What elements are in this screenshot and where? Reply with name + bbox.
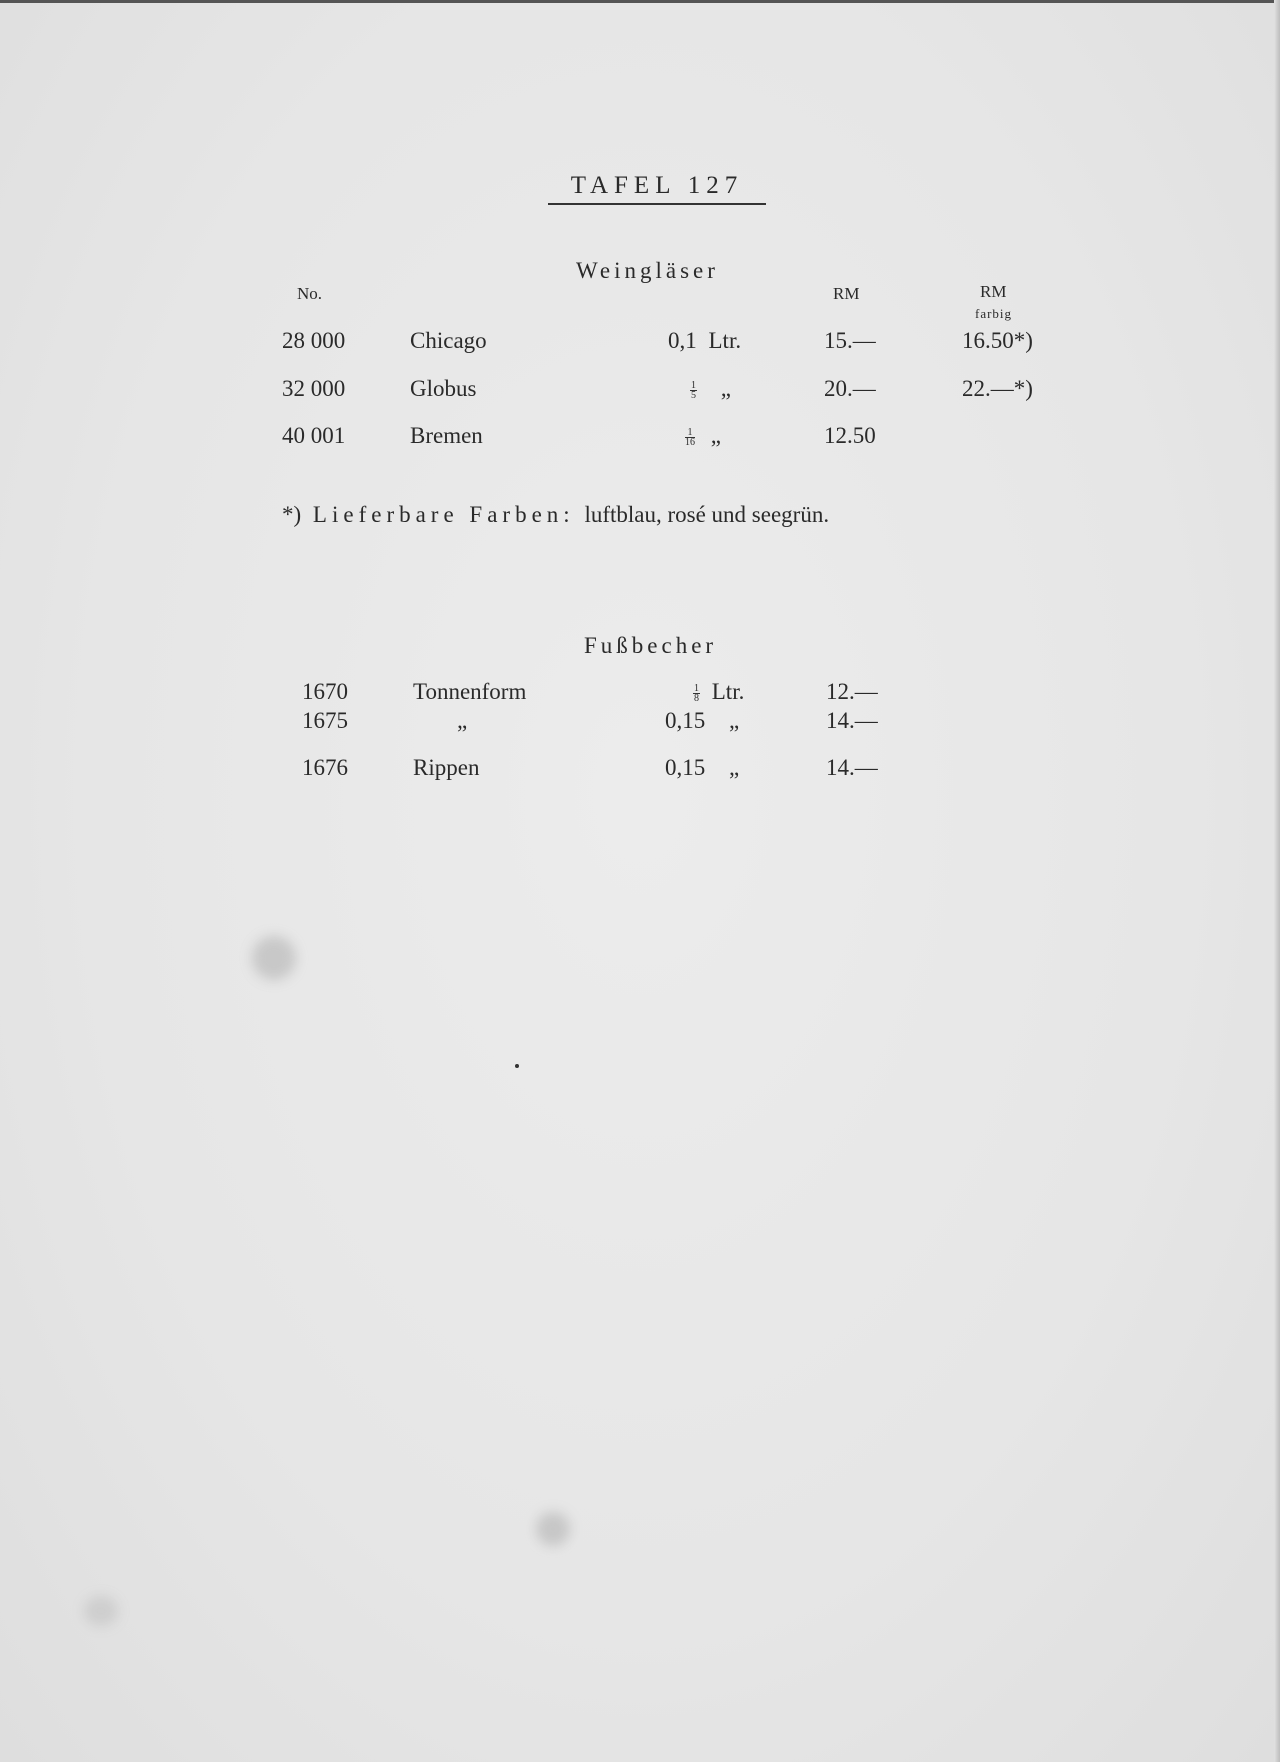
table-row-size bbox=[693, 679, 744, 705]
footnote-mark: *) bbox=[282, 502, 302, 527]
column-header-rm-farbig: RM bbox=[980, 282, 1007, 301]
size-unit: Ltr. bbox=[711, 679, 745, 704]
table-row-price-colored: 22.—*) bbox=[962, 376, 1033, 401]
size-amount: 0,15 bbox=[665, 708, 706, 733]
size-unit: „ bbox=[729, 755, 740, 780]
size-unit: Ltr. bbox=[708, 328, 742, 353]
size-amount: 0,1 bbox=[668, 328, 697, 353]
table-row-no: 40 001 bbox=[282, 423, 346, 448]
table-row-price: 14.— bbox=[826, 708, 878, 733]
page-right-edge bbox=[1274, 0, 1280, 1762]
size-fraction: $\frac{1}{5}$ bbox=[691, 380, 696, 402]
table-row-size bbox=[685, 423, 721, 449]
table-row-price: 14.— bbox=[826, 755, 878, 780]
size-unit: „ bbox=[729, 708, 740, 733]
table-row-no: 28 000 bbox=[282, 328, 346, 353]
speck-mark bbox=[515, 1064, 519, 1068]
size-unit: „ bbox=[710, 423, 721, 448]
column-header-rm: RM bbox=[833, 284, 860, 303]
size-fraction: $\frac{1}{16}$ bbox=[685, 427, 695, 449]
size-unit: „ bbox=[720, 376, 731, 401]
table-row-no: 1670 bbox=[302, 679, 348, 704]
table-row-size bbox=[668, 328, 741, 354]
table-row-price: 20.— bbox=[824, 376, 876, 401]
table-row-name: Rippen bbox=[413, 755, 480, 780]
footnote-label: Lieferbare Farben: bbox=[312, 502, 575, 527]
table-row-price-colored: 16.50*) bbox=[962, 328, 1033, 353]
table-row-no: 1675 bbox=[302, 708, 348, 733]
table-row-no: 32 000 bbox=[282, 376, 346, 401]
column-header-farbig: farbig bbox=[975, 306, 1013, 321]
table-row-size bbox=[690, 376, 731, 402]
table-row-name: „ bbox=[457, 708, 468, 733]
table-row-size bbox=[665, 755, 739, 781]
table-row-name: Tonnenform bbox=[413, 679, 527, 704]
stain-mark bbox=[84, 1596, 118, 1626]
size-amount: 0,15 bbox=[665, 755, 706, 780]
size-fraction: $\frac{1}{8}$ bbox=[694, 683, 699, 705]
table-row-price: 15.— bbox=[824, 328, 876, 353]
footnote bbox=[282, 502, 829, 528]
column-header-no: No. bbox=[297, 284, 323, 303]
stain-mark bbox=[252, 936, 296, 980]
page-title: TAFEL 127 bbox=[548, 172, 766, 205]
page-top-edge bbox=[0, 0, 1280, 3]
table-row-name: Bremen bbox=[410, 423, 483, 448]
section-heading-fussbecher: Fußbecher bbox=[584, 633, 718, 658]
table-row-price: 12.50 bbox=[824, 423, 876, 448]
table-row-size bbox=[665, 708, 739, 734]
footnote-text: luftblau, rosé und seegrün. bbox=[584, 502, 830, 527]
stain-mark bbox=[536, 1512, 570, 1546]
table-row-price: 12.— bbox=[826, 679, 878, 704]
table-row-name: Globus bbox=[410, 376, 477, 401]
table-row-no: 1676 bbox=[302, 755, 348, 780]
table-row-name: Chicago bbox=[410, 328, 487, 353]
section-heading-weinglaeser: Weingläser bbox=[576, 258, 719, 283]
